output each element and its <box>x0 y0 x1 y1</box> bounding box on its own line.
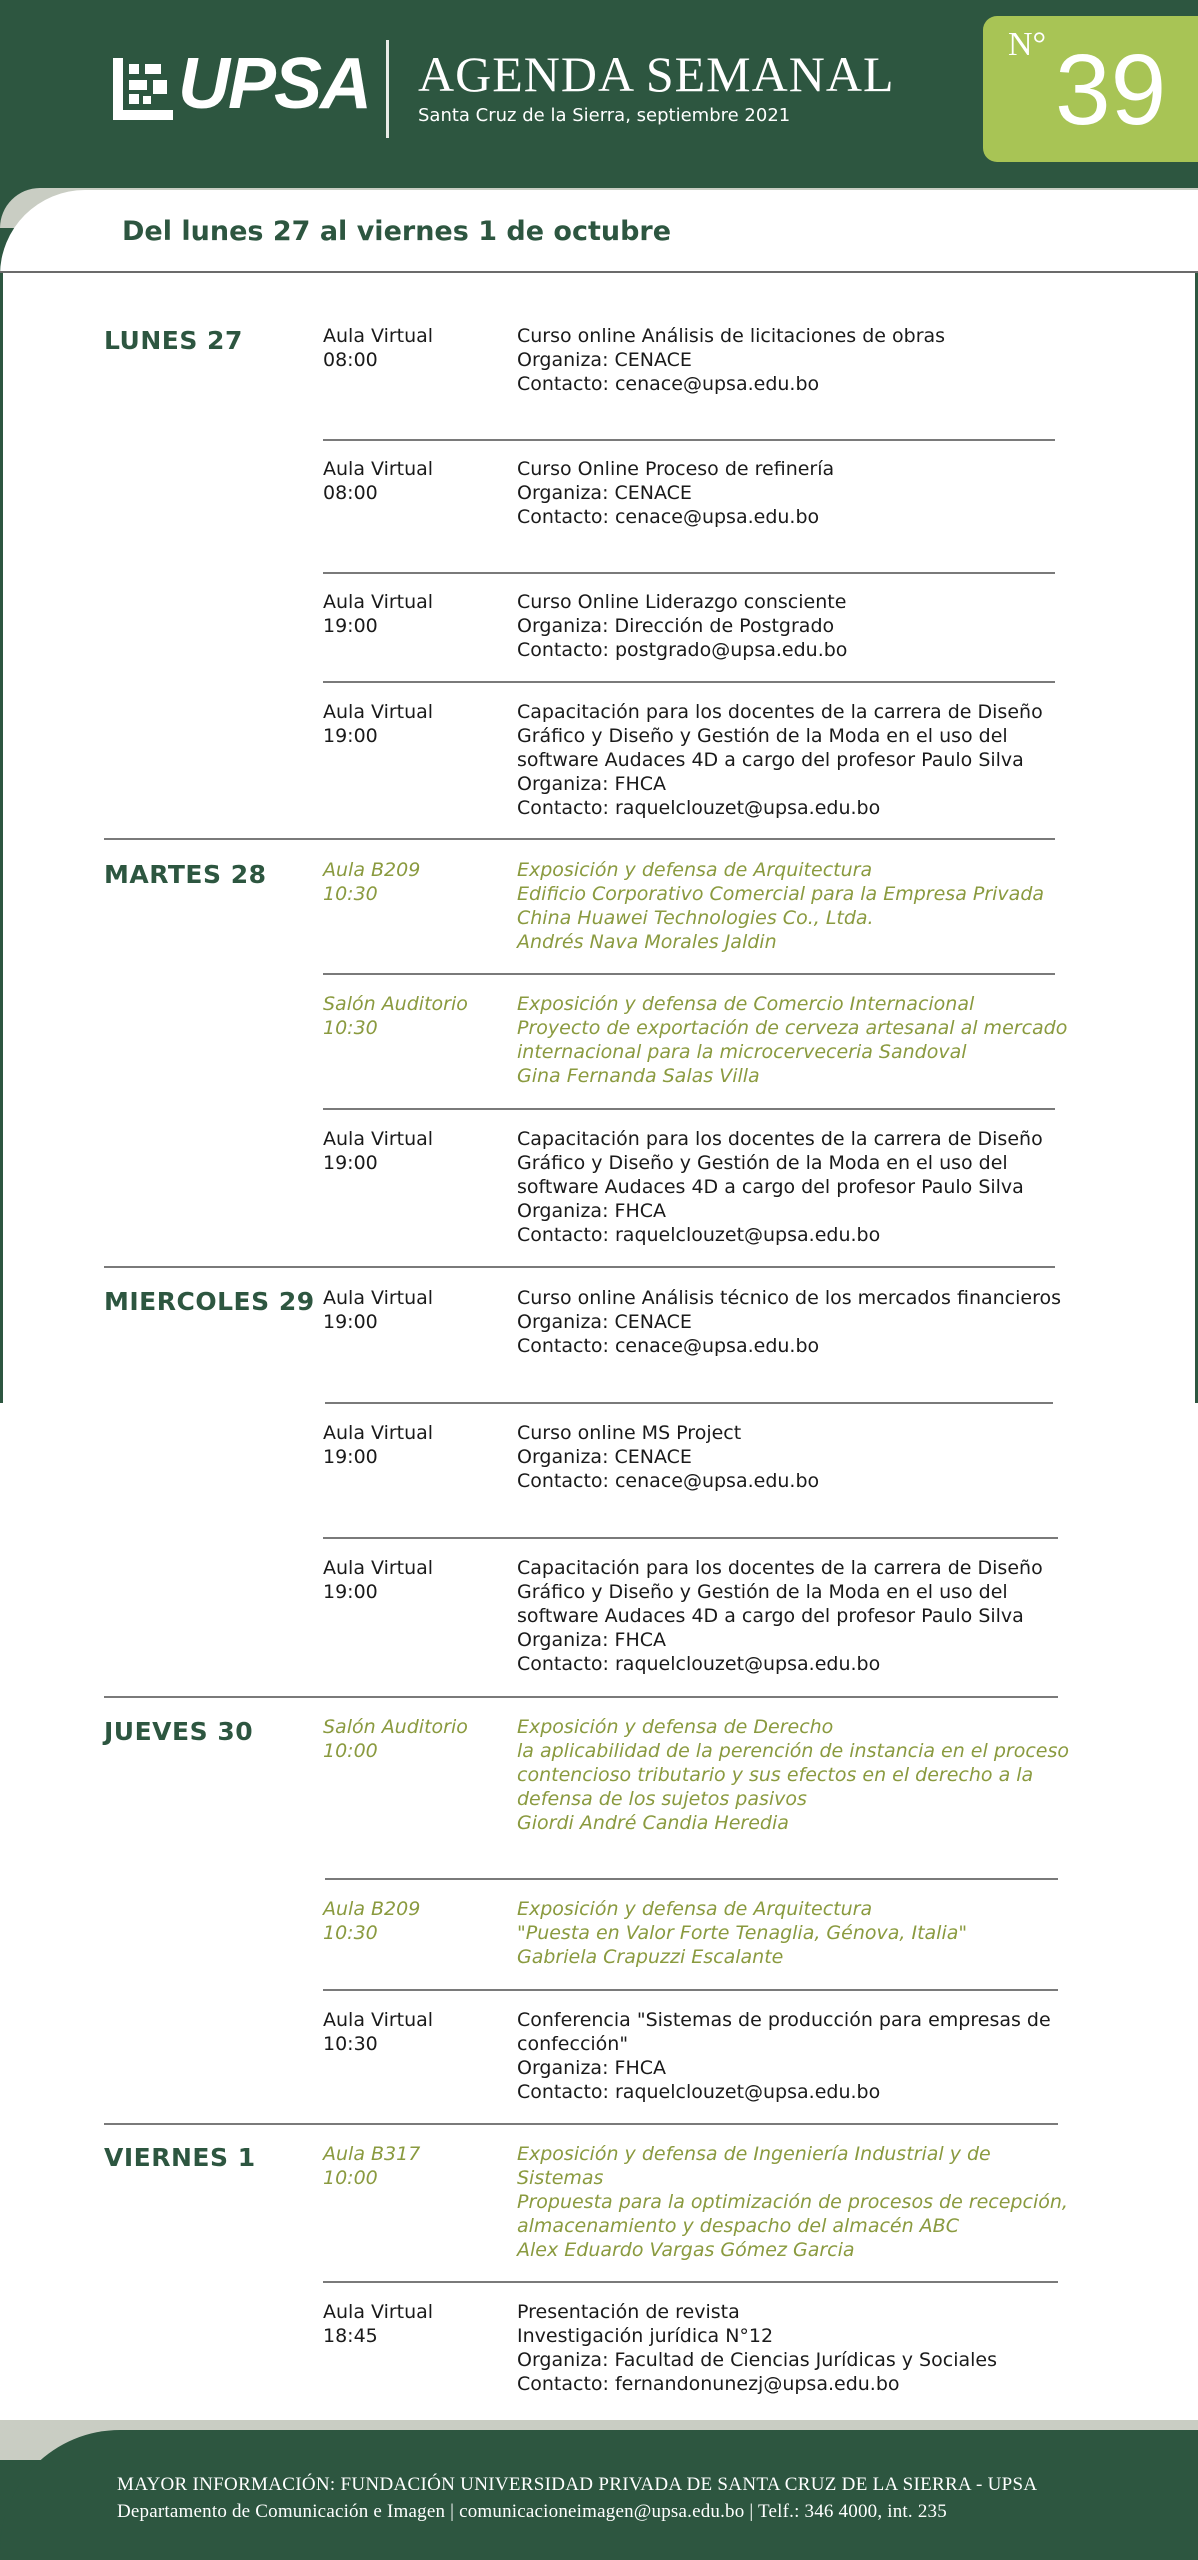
event-place: Salón Auditorio 10:00 <box>323 1716 468 1762</box>
issue-number: 39 <box>1055 34 1167 146</box>
event-description: Capacitación para los docentes de la carrera de Diseño Gráfico y Diseño y Gestión de la Moda en el uso del software Audaces 4D a cargo del profesor Paulo Silva Organiza: FHCA Contacto: raquelclouzet@upsa.edu.bo <box>517 1557 1043 1675</box>
event-description: Curso Online Liderazgo consciente Organiza: Dirección de Postgrado Contacto: postgrado@upsa.edu.bo <box>517 591 848 661</box>
event-place: Aula Virtual 08:00 <box>323 458 434 504</box>
divider <box>323 439 1055 441</box>
day-divider <box>104 1266 1055 1268</box>
divider <box>325 1402 1053 1404</box>
header-divider <box>386 40 389 138</box>
divider <box>323 681 1055 683</box>
divider <box>323 572 1055 574</box>
event-description: Curso online Análisis de licitaciones de obras Organiza: CENACE Contacto: cenace@upsa.edu.bo <box>517 325 946 395</box>
event-description: Exposición y defensa de Derecho la aplicabilidad de la perención de instancia en el proceso contencioso tributario y sus efectos en el derecho a la defensa de los sujetos pasivos Giordi André Candia Heredia <box>517 1716 1069 1834</box>
divider <box>323 1537 1058 1539</box>
event-description: Curso Online Proceso de refinería Organiza: CENACE Contacto: cenace@upsa.edu.bo <box>517 458 835 528</box>
issue-number-label: N° <box>1008 26 1047 63</box>
upsa-logo-icon <box>113 58 173 120</box>
event-place: Aula Virtual 08:00 <box>323 325 434 371</box>
event-place: Aula Virtual 19:00 <box>323 1287 434 1333</box>
page-title: AGENDA SEMANAL <box>418 46 895 102</box>
footer-info: MAYOR INFORMACIÓN: FUNDACIÓN UNIVERSIDAD PRIVADA DE SANTA CRUZ DE LA SIERRA - UPSA <box>117 2474 1038 2495</box>
event-description: Exposición y defensa de Arquitectura "Puesta en Valor Forte Tenaglia, Génova, Italia" Gabriela Crapuzzi Escalante <box>517 1898 968 1968</box>
event-place: Aula B317 10:00 <box>323 2143 421 2189</box>
event-description: Exposición y defensa de Comercio Internacional Proyecto de exportación de cerveza artesanal al mercado internacional para la microcerveceria Sandoval Gina Fernanda Salas Villa <box>517 993 1068 1087</box>
day-label-miercoles: MIERCOLES 29 <box>104 1287 315 1316</box>
day-label-lunes: LUNES 27 <box>104 326 243 355</box>
event-place: Aula Virtual 19:00 <box>323 591 434 637</box>
divider <box>323 2281 1058 2283</box>
event-place: Aula Virtual 19:00 <box>323 701 434 747</box>
day-divider <box>104 838 1055 840</box>
divider <box>323 973 1055 975</box>
divider <box>323 1108 1055 1110</box>
divider <box>325 1878 1058 1880</box>
footer-contact: Departamento de Comunicación e Imagen | comunicacioneimagen@upsa.edu.bo | Telf.: 346 4000, int. 235 <box>117 2501 947 2522</box>
page-border-left <box>0 273 3 1403</box>
event-description: Curso online Análisis técnico de los mercados financieros Organiza: CENACE Contacto: cenace@upsa.edu.bo <box>517 1287 1062 1357</box>
event-description: Capacitación para los docentes de la carrera de Diseño Gráfico y Diseño y Gestión de la Moda en el uso del software Audaces 4D a cargo del profesor Paulo Silva Organiza: FHCA Contacto: raquelclouzet@upsa.edu.bo <box>517 1128 1043 1246</box>
date-range: Del lunes 27 al viernes 1 de octubre <box>122 216 672 247</box>
event-description: Exposición y defensa de Ingeniería Industrial y de Sistemas Propuesta para la optimización de procesos de recepción, almacenamiento y despacho del almacén ABC Alex Eduardo Vargas Gómez Garcia <box>517 2143 1068 2261</box>
event-description: Conferencia "Sistemas de producción para empresas de confección" Organiza: FHCA Contacto: raquelclouzet@upsa.edu.bo <box>517 2009 1051 2103</box>
divider <box>0 271 1198 273</box>
day-divider <box>104 2123 1058 2125</box>
page-subtitle: Santa Cruz de la Sierra, septiembre 2021 <box>418 105 791 126</box>
day-label-viernes: VIERNES 1 <box>104 2143 256 2172</box>
day-divider <box>104 1696 1058 1698</box>
day-label-jueves: JUEVES 30 <box>104 1717 254 1746</box>
event-place: Aula Virtual 19:00 <box>323 1422 434 1468</box>
divider <box>323 1989 1058 1991</box>
event-description: Presentación de revista Investigación jurídica N°12 Organiza: Facultad de Ciencias Jurídicas y Sociales Contacto: fernandonunezj@upsa.edu.bo <box>517 2301 997 2395</box>
event-place: Aula Virtual 19:00 <box>323 1128 434 1174</box>
event-description: Exposición y defensa de Arquitectura Edificio Corporativo Comercial para la Empresa Privada China Huawei Technologies Co., Ltda. Andrés Nava Morales Jaldin <box>517 859 1045 953</box>
day-label-martes: MARTES 28 <box>104 860 267 889</box>
event-description: Capacitación para los docentes de la carrera de Diseño Gráfico y Diseño y Gestión de la Moda en el uso del software Audaces 4D a cargo del profesor Paulo Silva Organiza: FHCA Contacto: raquelclouzet@upsa.edu.bo <box>517 701 1043 819</box>
event-place: Salón Auditorio 10:30 <box>323 993 468 1039</box>
event-place: Aula Virtual 19:00 <box>323 1557 434 1603</box>
event-place: Aula Virtual 18:45 <box>323 2301 434 2347</box>
event-place: Aula Virtual 10:30 <box>323 2009 434 2055</box>
event-place: Aula B209 10:30 <box>323 1898 421 1944</box>
event-description: Curso online MS Project Organiza: CENACE Contacto: cenace@upsa.edu.bo <box>517 1422 820 1492</box>
event-place: Aula B209 10:30 <box>323 859 421 905</box>
upsa-logo-text: UPSA <box>178 44 371 124</box>
